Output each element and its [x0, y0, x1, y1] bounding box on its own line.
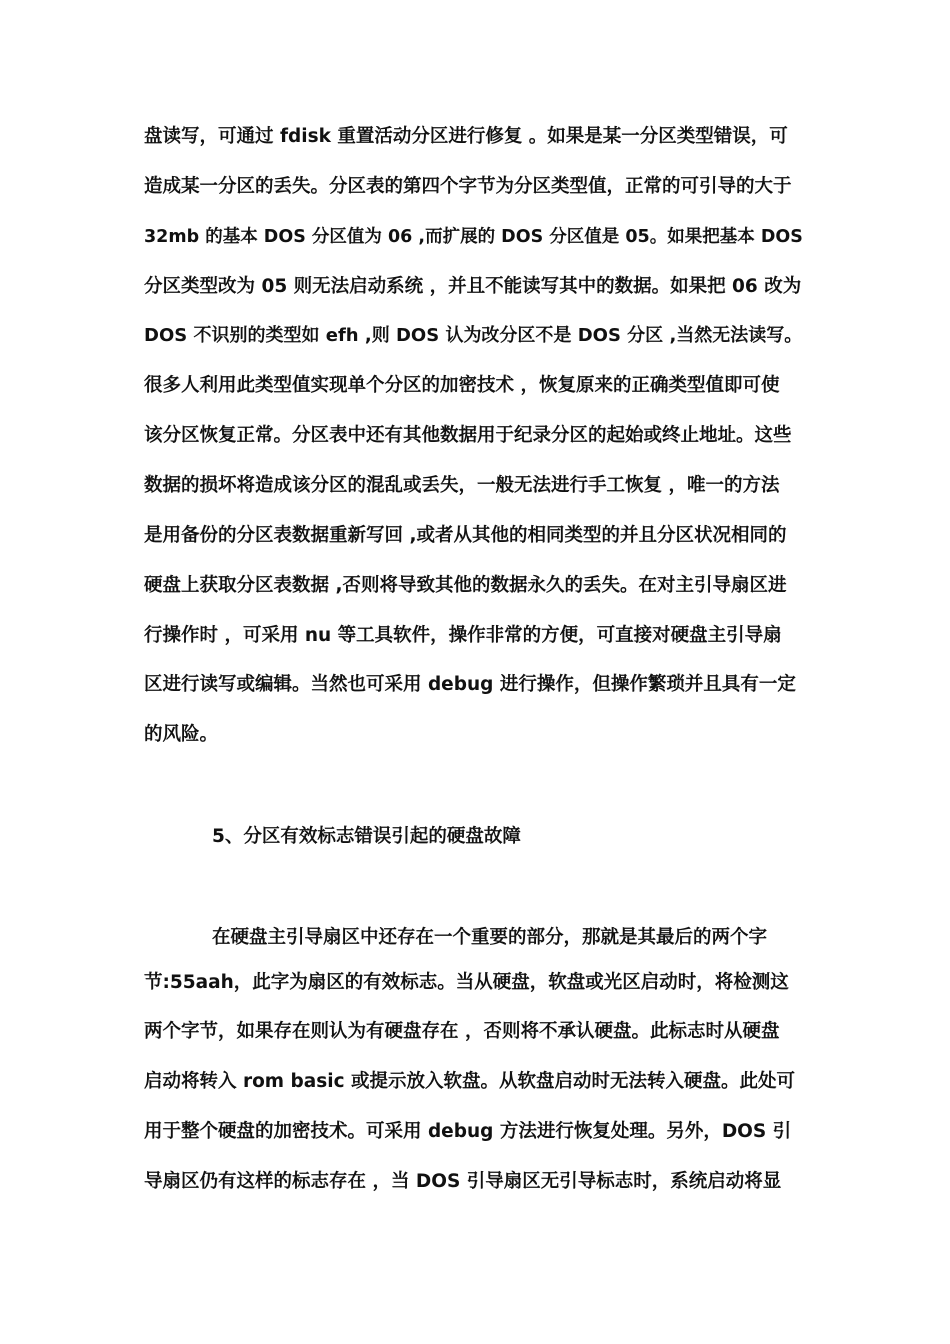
paragraph2-line: 启动将转入 rom basic 或提示放入软盘。从软盘启动时无法转入硬盘。此处可 — [144, 1071, 795, 1092]
paragraph1-line: 数据的损坏将造成该分区的混乱或丢失，一般无法进行手工恢复 ，唯一的方法 — [144, 475, 780, 496]
paragraph1-line: 行操作时 ，可采用 nu 等工具软件，操作非常的方便，可直接对硬盘主引导扇 — [144, 625, 782, 646]
paragraph1-line: 硬盘上获取分区表数据 ,否则将导致其他的数据永久的丢失。在对主引导扇区进 — [144, 575, 787, 596]
paragraph1-line: 造成某一分区的丢失。分区表的第四个字节为分区类型值，正常的可引导的大于 — [144, 176, 792, 197]
paragraph2-line: 节:55aah，此字为扇区的有效标志。当从硬盘，软盘或光区启动时，将检测这 — [144, 972, 789, 993]
section-heading: 5、分区有效标志错误引起的硬盘故障 — [212, 826, 521, 847]
paragraph2-line: 导扇区仍有这样的标志存在 ，当 DOS 引导扇区无引导标志时，系统启动将显 — [144, 1171, 782, 1192]
paragraph1-line: 该分区恢复正常。分区表中还有其他数据用于纪录分区的起始或终止地址。这些 — [144, 425, 792, 446]
paragraph2-line: 用于整个硬盘的加密技术。可采用 debug 方法进行恢复处理。另外，DOS 引 — [144, 1121, 792, 1142]
paragraph1-line: 盘读写，可通过 fdisk 重置活动分区进行修复 。如果是某一分区类型错误，可 — [144, 126, 788, 147]
paragraph1-line: 区进行读写或编辑。当然也可采用 debug 进行操作，但操作繁琐并且具有一定 — [144, 674, 796, 695]
paragraph1-line: 是用备份的分区表数据重新写回 ,或者从其他的相同类型的并且分区状况相同的 — [144, 525, 787, 546]
paragraph2-line: 两个字节，如果存在则认为有硬盘存在 ，否则将不承认硬盘。此标志时从硬盘 — [144, 1021, 780, 1042]
paragraph1-line: DOS 不识别的类型如 efh ,则 DOS 认为改分区不是 DOS 分区 ,当然无法读写。 — [144, 325, 803, 346]
paragraph1-line: 的风险。 — [144, 724, 219, 745]
paragraph2-line: 在硬盘主引导扇区中还存在一个重要的部分，那就是其最后的两个字 — [212, 927, 768, 948]
paragraph1-line: 分区类型改为 05 则无法启动系统 ，并且不能读写其中的数据。如果把 06 改为 — [144, 276, 802, 297]
paragraph1-line: 很多人利用此类型值实现单个分区的加密技术 ，恢复原来的正确类型值即可使 — [144, 375, 780, 396]
paragraph1-line: 32mb 的基本 DOS 分区值为 06 ,而扩展的 DOS 分区值是 05。如果把基本 DOS — [144, 227, 803, 247]
